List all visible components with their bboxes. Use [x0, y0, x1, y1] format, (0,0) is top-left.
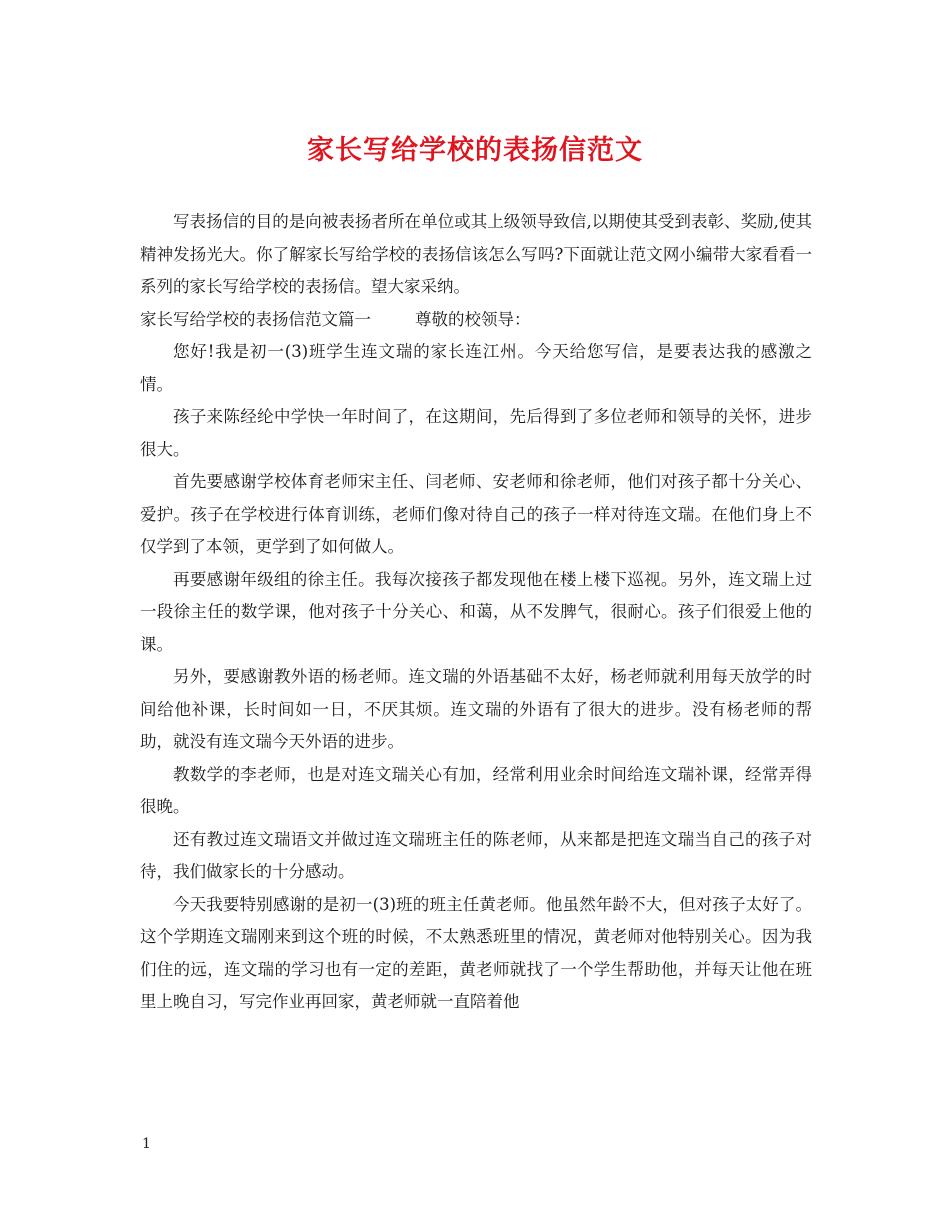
body-paragraph: 再要感谢年级组的徐主任。我每次接孩子都发现他在楼上楼下巡视。另外，连文瑞上过一段徐主任的数学课，他对孩子十分关心、和蔼，从不发脾气，很耐心。孩子们很爱上他的课。	[140, 569, 812, 654]
intro-paragraph: 写表扬信的目的是向被表扬者所在单位或其上级领导致信,以期使其受到表彰、奖励,使其精神发扬光大。你了解家长写给学校的表扬信该怎么写吗?下面就让范文网小编带大家看看一系列的家长写给学校的表扬信。望大家采纳。	[140, 212, 812, 296]
body-paragraph: 另外，要感谢教外语的杨老师。连文瑞的外语基础不太好，杨老师就利用每天放学的时间给他补课，长时间如一日，不厌其烦。连文瑞的外语有了很大的进步。没有杨老师的帮助，就没有连文瑞今天外语的进步。	[140, 667, 812, 751]
document-body	[140, 206, 812, 1019]
salutation: 尊敬的校领导：	[415, 309, 531, 329]
document-title: 家长写给学校的表扬信范文	[307, 135, 643, 166]
body-paragraph: 首先要感谢学校体育老师宋主任、闫老师、安老师和徐老师，他们对孩子都十分关心、爱护。孩子在学校进行体育训练，老师们像对待自己的孩子一样对待连文瑞。在他们身上不仅学到了本领，更学到了如何做人。	[140, 472, 812, 556]
body-paragraph: 教数学的李老师，也是对连文瑞关心有加，经常利用业余时间给连文瑞补课，经常弄得很晚。	[140, 764, 812, 816]
page-number: 1	[142, 1136, 151, 1152]
body-paragraph: 您好!我是初一(3)班学生连文瑞的家长连江州。今天给您写信，是要表达我的感激之情。	[140, 342, 812, 394]
section-heading-line	[140, 304, 812, 337]
section-label: 家长写给学校的表扬信范文篇一	[140, 309, 371, 329]
body-paragraph: 还有教过连文瑞语文并做过连文瑞班主任的陈老师，从来都是把连文瑞当自己的孩子对待，我们做家长的十分感动。	[140, 829, 812, 881]
body-paragraph: 今天我要特别感谢的是初一(3)班的班主任黄老师。他虽然年龄不大，但对孩子太好了。这个学期连文瑞刚来到这个班的时候，不太熟悉班里的情况，黄老师对他特别关心。因为我们住的远，连文瑞的学习也有一定的差距，黄老师就找了一个学生帮助他，并每天让他在班里上晚自习，写完作业再回家，黄老师就一直陪着他	[140, 894, 812, 1011]
body-paragraph: 孩子来陈经纶中学快一年时间了，在这期间，先后得到了多位老师和领导的关怀，进步很大。	[140, 407, 812, 459]
